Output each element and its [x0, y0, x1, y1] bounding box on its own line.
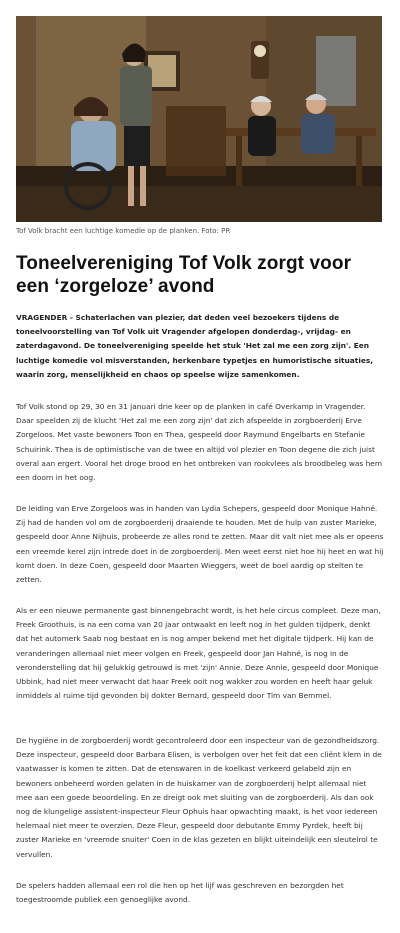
article-photo[interactable]: [16, 16, 382, 222]
photo-caption: Tof Volk bracht een luchtige komedie op de planken. Foto: PR: [16, 227, 231, 235]
article-title: Toneelvereniging Tof Volk zorgt voor een ‘zorgeloze’ avond: [16, 253, 352, 297]
article-paragraph: Als er een nieuwe permanente gast binnengebracht wordt, is het hele circus compleet. Deze man, Freek Groothuis, is na een coma van 20 jaar ontwaakt en leeft nog in het gulden tijdperk, denkt dat het automerk Saab nog bestaat en is nog amper bekend met het digitale tijdperk. Hij kan de veranderingen allemaal niet meer volgen en Freek, gespeeld door Jan Hahné, is nog in de veronderstelling dat hij gelukkig getrouwd is met 'zijn' Annie. Deze Annie, gespeeld door Monique Ubbink, had niet meer verwacht dat haar Freek ooit nog wakker zou worden en heeft haar geluk inmiddels al ruime tijd gevonden bij dokter Bernard, gespeeld door Tim van Bemmel.: [16, 606, 381, 701]
article-paragraph: De leiding van Erve Zorgeloos was in handen van Lydia Schepers, gespeeld door Monique Hahné. Zij had de handen vol om de zorgboerderij draaiende te houden. Met de hulp van zuster Marieke, gespeeld door Anne Nijhuis, probeerde ze alles rond te zetten. Maar dit valt niet mee als er opeens een vreemde kerel zijn intrede doet in de zorgboerderij. Men weet eerst niet hoe hij heet en wat hij komt doen. In deze Coen, gespeeld door Maarten Wieggers, weet de boel aardig op stelten te zetten.: [16, 504, 384, 585]
article-paragraph: De hygiëne in de zorgboerderij wordt gecontroleerd door een inspecteur van de gezondheidszorg. Deze inspecteur, gespeeld door Barbara Elisen, is verbolgen over het feit dat een cliënt klem in de vaatwasser is komen te zitten. Dat de etenswaren in de koelkast verkeerd gelabeld zijn en bewoners onbeheerd worden gelaten in de huiskamer van de zorgboerderij helpt allemaal niet mee aan een goede beoordeling. En ze dreigt ook met sluiting van de zorgboerderij. Als dan ook nog de klungelige assistent-inspecteur Fleur Ophuis haar opwachting maakt, is het voor iedereen helemaal niet meer te overzien. Deze Fleur, gespeeld door debutante Emmy Pyrdek, heeft bij zuster Marieke en 'vreemde snuiter' Coen in de klas gezeten en blijkt uiteindelijk een sleutelrol te vervullen.: [16, 736, 382, 859]
article-paragraph: Tof Volk stond op 29, 30 en 31 januari drie keer op de planken in café Overkamp in Vragender. Daar speelden zij de klucht 'Het zal me een zorg zijn' dat zich afspeelde in zorgboerderij Erve Zorgeloos. Met vaste bewoners Toon en Thea, gespeeld door Raymund Engelbarts en Stefanie Schuirink. Thea is de optimistische van de twee en altijd vol plezier en Toon degene die zich juist overal aan ergert. Vooral het droge brood en het ontbreken van rookvlees als broodbeleg was hem een doorn in het oog.: [16, 402, 383, 483]
article-lead: VRAGENDER - Schaterlachen van plezier, dat deden veel bezoekers tijdens de toneelvoorstelling van Tof Volk uit Vragender afgelopen donderdag-, vrijdag- en zaterdagavond. De toneelvereniging speelde het stuk 'Het zal me een zorg zijn'. Een luchtige komedie vol misverstanden, herkenbare typetjes en humoristische situaties, waarin zorg, menselijkheid en chaos op speelse wijze samenkomen.: [16, 313, 374, 379]
article-paragraph: De spelers hadden allemaal een rol die hen op het lijf was geschreven en bezorgden het toegestroomde publiek een genoeglijke avond.: [16, 881, 344, 905]
stage-scene-image: [16, 16, 382, 222]
